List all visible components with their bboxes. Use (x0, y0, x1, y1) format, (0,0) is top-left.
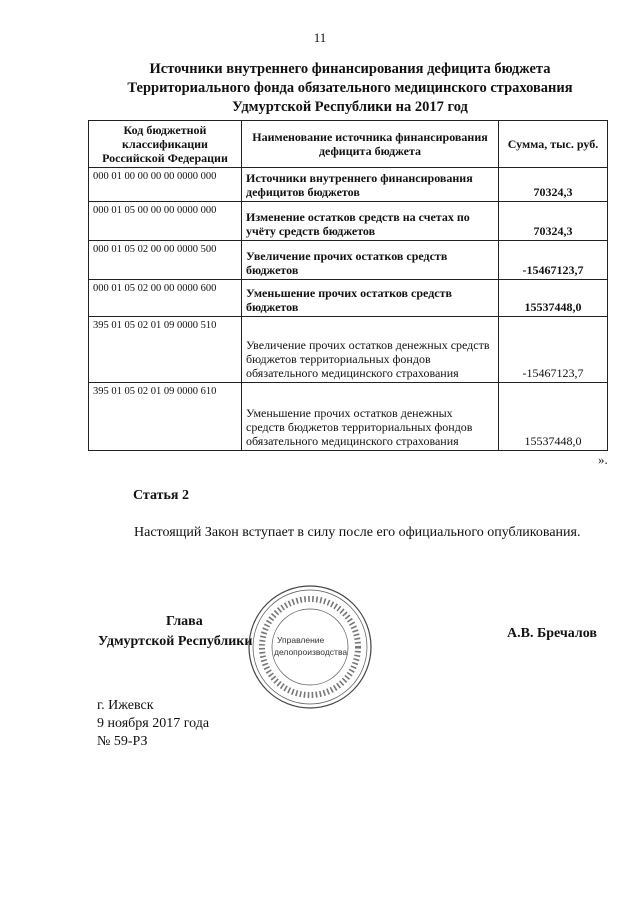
row-name: Увеличение прочих остатков средств бюджетов (242, 241, 499, 280)
place-and-date (97, 697, 209, 751)
title-line-3: Удмуртской Республики на 2017 год (232, 99, 468, 115)
table-row (89, 241, 608, 280)
place: г. Ижевск (97, 698, 154, 713)
seal-text-line-2: делопроизводства (274, 647, 348, 657)
row-name: Уменьшение прочих остатков средств бюджетов (242, 280, 499, 317)
article-text: Настоящий Закон вступает в силу после его официального опубликования. (134, 525, 581, 540)
row-code: 395 01 05 02 01 09 0000 510 (89, 317, 242, 383)
article-heading: Статья 2 (133, 488, 189, 503)
header-amount: Сумма, тыс. руб. (499, 121, 608, 168)
row-code: 000 01 05 02 00 00 0000 500 (89, 241, 242, 280)
table-row (89, 202, 608, 241)
financing-sources-table (88, 120, 608, 451)
row-amount: -15467123,7 (499, 317, 608, 383)
document-title (80, 60, 620, 117)
row-code: 000 01 05 02 00 00 0000 600 (89, 280, 242, 317)
row-name: Увеличение прочих остатков денежных средств бюджетов территориальных фондов обязательного медицинского страхования (242, 317, 499, 383)
seal-icon (246, 583, 374, 711)
row-name: Источники внутреннего финансирования дефицитов бюджетов (242, 168, 499, 202)
row-amount: 70324,3 (499, 202, 608, 241)
title-line-1: Источники внутреннего финансирования дефицита бюджета (149, 61, 551, 77)
header-code: Код бюджетной классификации Российской Федерации (89, 121, 242, 168)
date: 9 ноября 2017 года (97, 716, 210, 731)
row-code: 000 01 00 00 00 00 0000 000 (89, 168, 242, 202)
table-row (89, 280, 608, 317)
row-amount: -15467123,7 (499, 241, 608, 280)
row-name: Изменение остатков средств на счетах по учёту средств бюджетов (242, 202, 499, 241)
page-number: 11 (313, 30, 327, 45)
table-header-row (89, 121, 608, 168)
row-name: Уменьшение прочих остатков денежных средств бюджетов территориальных фондов обязательного медицинского страхования (242, 383, 499, 451)
signature-role-line-1: Глава (166, 614, 203, 629)
row-code: 000 01 05 00 00 00 0000 000 (89, 202, 242, 241)
header-name: Наименование источника финансирования дефицита бюджета (242, 121, 499, 168)
row-amount: 15537448,0 (499, 383, 608, 451)
signature-role-line-2: Удмуртской Республики (98, 634, 253, 649)
closing-quote: ». (598, 452, 608, 467)
table-row (89, 317, 608, 383)
table-row (89, 168, 608, 202)
row-amount: 15537448,0 (499, 280, 608, 317)
row-amount: 70324,3 (499, 168, 608, 202)
title-line-2: Территориального фонда обязательного медицинского страхования (127, 80, 573, 96)
official-seal (246, 583, 374, 711)
document-number: № 59-РЗ (97, 734, 148, 749)
table-row (89, 383, 608, 451)
seal-text-line-1: Управление (277, 635, 325, 645)
signer-name: А.В. Бречалов (507, 626, 597, 641)
row-code: 395 01 05 02 01 09 0000 610 (89, 383, 242, 451)
